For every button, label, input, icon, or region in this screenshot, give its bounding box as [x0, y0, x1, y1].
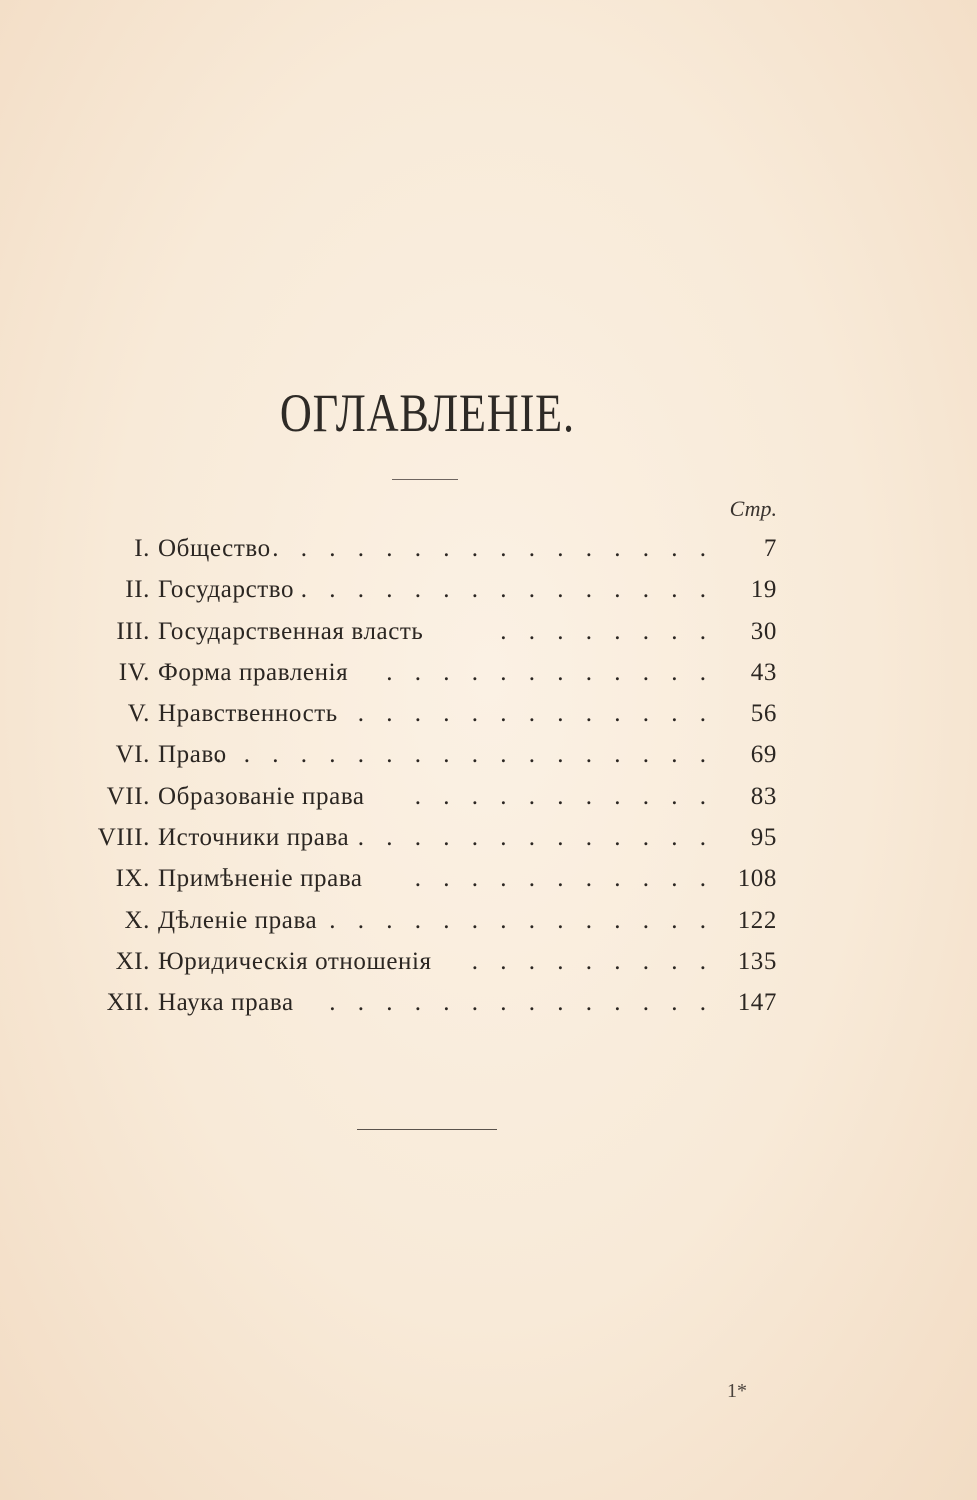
- toc-entry: [0, 652, 977, 693]
- page-number: 19: [750, 576, 777, 604]
- chapter-title: Источники права: [158, 824, 350, 852]
- chapter-number: VI.: [115, 741, 150, 769]
- toc-entry: [0, 611, 977, 652]
- closing-divider: [357, 1129, 497, 1130]
- dot-leader: . . . . . . . . . . . . . . . .: [272, 535, 714, 562]
- table-of-contents: [0, 528, 977, 1024]
- page-number: 122: [737, 906, 777, 934]
- dot-leader: . . . . . . . . . . . .: [386, 658, 714, 686]
- page-number: 43: [750, 658, 777, 686]
- page-number: 56: [750, 700, 777, 728]
- chapter-number: II.: [125, 576, 150, 604]
- dot-leader: . . . . . . . . . . .: [414, 782, 714, 810]
- chapter-number: IX.: [115, 865, 150, 893]
- chapter-title: Дѣленіе права: [158, 906, 318, 934]
- dot-leader: . . . . . . . . . . . . .: [357, 700, 714, 728]
- chapter-number: I.: [134, 535, 150, 562]
- dot-leader: . . . . . . . . . . . . . .: [329, 989, 714, 1017]
- chapter-number: XI.: [115, 947, 150, 975]
- dot-leader: . . . . . . . . .: [471, 947, 714, 975]
- page-number: 7: [763, 535, 777, 562]
- dot-leader: . . . . . . . . . . .: [414, 865, 714, 893]
- chapter-title: Наука права: [158, 989, 294, 1017]
- chapter-title: Форма правленія: [158, 658, 349, 686]
- toc-entry: [0, 693, 977, 734]
- dot-leader: . . . . . . . . . . . . . . .: [300, 576, 714, 604]
- toc-entry: [0, 734, 977, 775]
- chapter-title: Примѣненіе права: [158, 865, 363, 893]
- chapter-title: Государственная власть: [158, 617, 424, 645]
- chapter-title: Общество: [158, 535, 271, 562]
- page-number: 69: [750, 741, 777, 769]
- dot-leader: . . . . . . . . . . . . . .: [329, 906, 714, 934]
- page-title: ОГЛАВЛЕНІЕ.: [279, 383, 575, 443]
- chapter-number: III.: [116, 617, 150, 645]
- toc-entry: [0, 776, 977, 817]
- chapter-title: Нравственность: [158, 700, 338, 728]
- page-number: 95: [750, 824, 777, 852]
- toc-entry: [0, 858, 977, 899]
- chapter-number: VII.: [106, 782, 150, 810]
- chapter-number: IV.: [118, 658, 150, 686]
- toc-entry: [0, 982, 977, 1023]
- signature-mark: 1*: [727, 1380, 747, 1402]
- page-number: 83: [750, 782, 777, 810]
- chapter-title: Право: [158, 741, 227, 769]
- page-number: 30: [750, 617, 777, 645]
- toc-entry: [0, 569, 977, 610]
- toc-entry: [0, 817, 977, 858]
- toc-entry: [0, 528, 977, 569]
- toc-entry: [0, 941, 977, 982]
- dot-leader: . . . . . . . . . . . . . . . . . .: [215, 741, 714, 769]
- title-divider: [392, 479, 458, 480]
- chapter-number: VIII.: [97, 824, 150, 852]
- chapter-title: Государство: [158, 576, 295, 604]
- dot-leader: . . . . . . . .: [500, 617, 714, 645]
- page-number: 147: [737, 989, 777, 1017]
- page-number: 108: [737, 865, 777, 893]
- toc-entry: [0, 900, 977, 941]
- page-number: 135: [737, 947, 777, 975]
- chapter-number: XII.: [106, 989, 150, 1017]
- chapter-title: Образованіе права: [158, 782, 365, 810]
- page-column-header: Стр.: [729, 496, 777, 521]
- chapter-number: X.: [124, 906, 150, 934]
- chapter-title: Юридическія отношенія: [158, 947, 432, 975]
- chapter-number: V.: [127, 700, 150, 728]
- dot-leader: . . . . . . . . . . . . .: [357, 824, 714, 852]
